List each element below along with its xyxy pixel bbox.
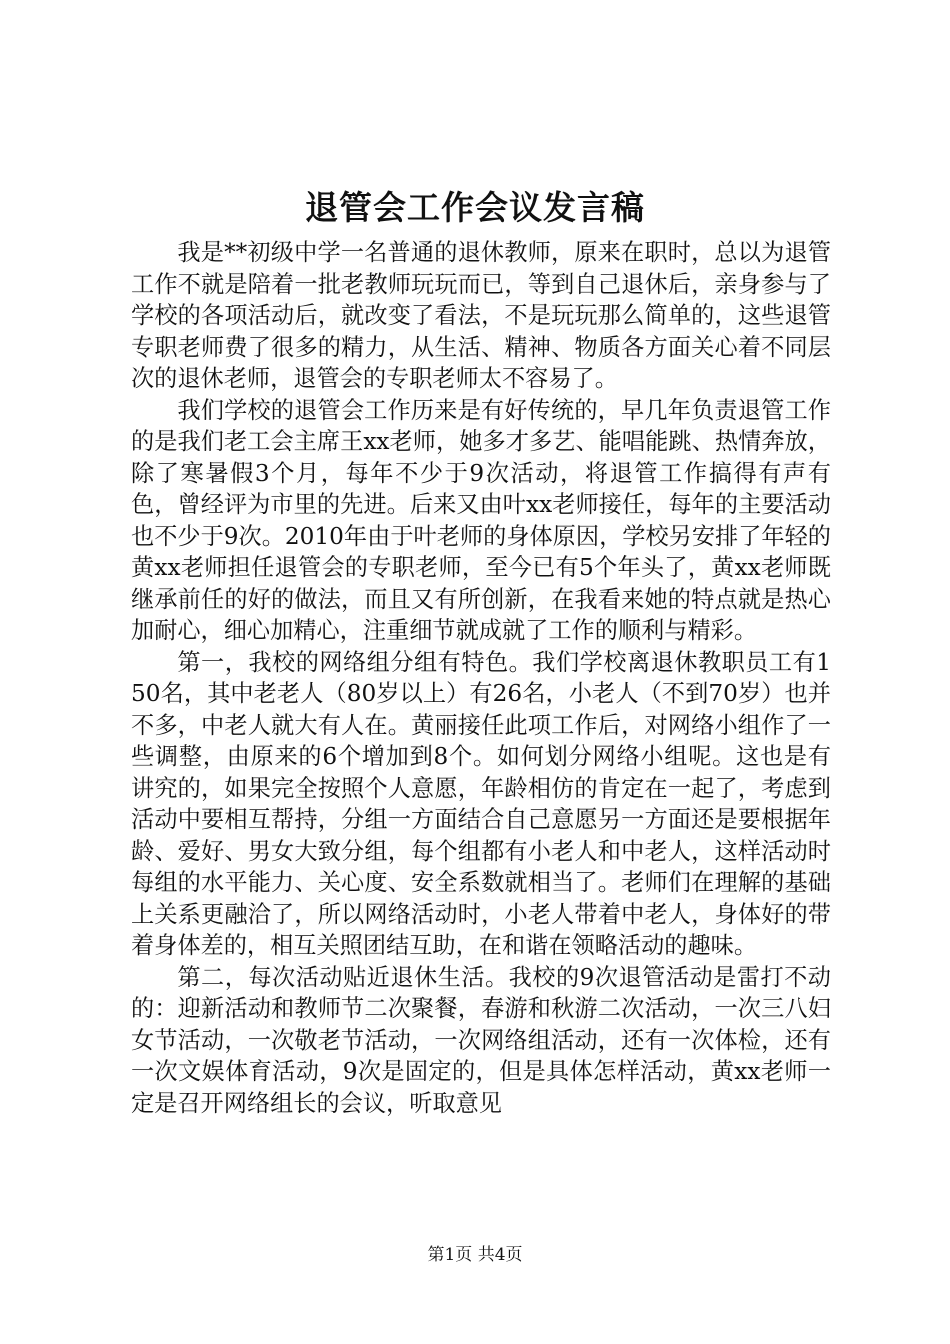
page-footer: 第1页 共4页 <box>427 1245 523 1265</box>
paragraph-1: 我是**初级中学一名普通的退休教师，原来在职时，总以为退管工作不就是陪着一批老教师玩玩而已，等到自己退休后，亲身参与了学校的各项活动后，就改变了看法，不是玩玩那么简单的，这些退管专职老师费了很多的精力，从生活、精神、物质各方面关心着不同层次的退休老师，退管会的专职老师太不容易了。 <box>131 239 831 392</box>
paragraph-3: 第一，我校的网络组分组有特色。我们学校离退休教职员工有150名，其中老老人（80岁以上）有26名，小老人（不到70岁）也并不多，中老人就大有人在。黄丽接任此项工作后，对网络小组作了一些调整，由原来的6个增加到8个。如何划分网络小组呢。这也是有讲究的，如果完全按照个人意愿，年龄相仿的肯定在一起了，考虑到活动中要相互帮持，分组一方面结合自己意愿另一方面还是要根据年龄、爱好、男女大致分组，每个组都有小老人和中老人，这样活动时每组的水平能力、关心度、安全系数就相当了。老师们在理解的基础上关系更融洽了，所以网络活动时，小老人带着中老人，身体好的带着身体差的，相互关照团结互助，在和谐在领略活动的趣味。 <box>131 648 831 959</box>
paragraph-4: 第二，每次活动贴近退休生活。我校的9次退管活动是雷打不动的：迎新活动和教师节二次聚餐，春游和秋游二次活动，一次三八妇女节活动，一次敬老节活动，一次网络组活动，还有一次体检，还有一次文娱体育活动，9次是固定的，但是具体怎样活动，黄xx老师一定是召开网络组长的会议，听取意见 <box>131 963 831 1117</box>
document-body <box>131 237 831 1119</box>
paragraph-2: 我们学校的退管会工作历来是有好传统的，早几年负责退管工作的是我们老工会主席王xx老师，她多才多艺、能唱能跳、热情奔放，除了寒暑假3个月，每年不少于9次活动，将退管工作搞得有声有色，曾经评为市里的先进。后来又由叶xx老师接任，每年的主要活动也不少于9次。2010年由于叶老师的身体原因，学校另安排了年轻的黄xx老师担任退管会的专职老师，至今已有5个年头了，黄xx老师既继承前任的好的做法，而且又有所创新，在我看来她的特点就是热心加耐心，细心加精心，注重细节就成就了工作的顺利与精彩。 <box>131 396 831 644</box>
document-title: 退管会工作会议发言稿 <box>305 188 645 227</box>
